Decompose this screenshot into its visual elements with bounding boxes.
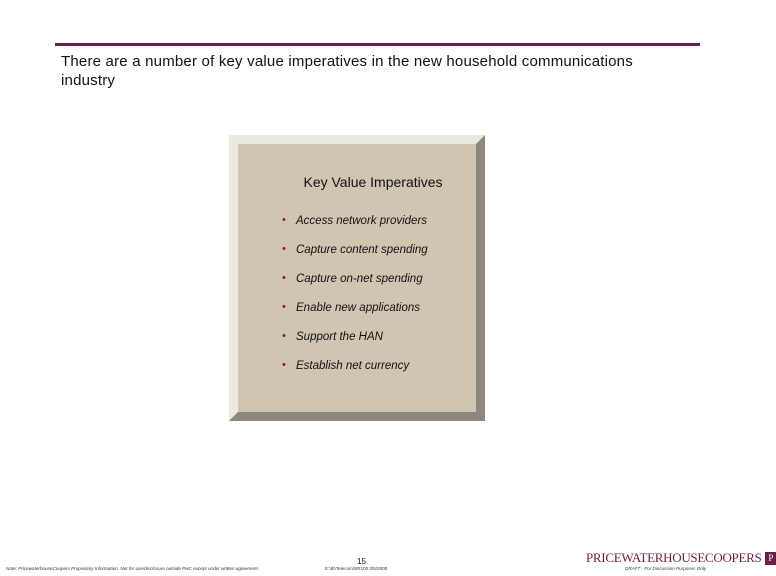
pwc-logo: [586, 549, 776, 567]
document-reference: E:\tb\Telecom\SR100.3\5/2000: [325, 566, 388, 571]
panel-body: [238, 144, 476, 412]
proprietary-note: Note: PricewaterhouseCoopers Proprietary Information. Not for use/disclosure outside PwC except under written agreement.: [6, 566, 260, 571]
bullet-icon: •: [282, 214, 286, 226]
panel-heading: Key Value Imperatives: [303, 174, 443, 190]
slide-title: There are a number of key value imperatives in the new household communications industry: [61, 53, 633, 89]
bullet-icon: •: [282, 243, 286, 255]
list-item-label: Establish net currency: [296, 360, 410, 372]
list-item: [282, 214, 428, 243]
key-value-imperatives-panel: [229, 135, 485, 421]
draft-notice: DRAFT - For Discussion Purposes Only: [625, 566, 707, 571]
brand-mark-icon: P: [765, 552, 776, 565]
list-item: [282, 330, 428, 359]
list-item: [282, 359, 428, 388]
list-item: [282, 243, 428, 272]
list-item: [282, 272, 428, 301]
bullet-icon: •: [282, 301, 286, 313]
brand-wordmark: PRICEWATERHOUSECOOPERS: [586, 550, 762, 565]
list-item-label: Enable new applications: [296, 302, 421, 314]
list-item: [282, 301, 428, 330]
list-item-label: Access network providers: [296, 215, 428, 227]
bullet-icon: •: [282, 272, 286, 284]
bullet-icon: •: [282, 330, 286, 342]
page-number: 15: [357, 557, 366, 566]
list-item-label: Capture on-net spending: [296, 273, 423, 285]
bullet-icon: •: [282, 359, 286, 371]
imperatives-list: [282, 214, 428, 388]
title-rule: [55, 43, 700, 46]
list-item-label: Support the HAN: [296, 331, 383, 343]
list-item-label: Capture content spending: [296, 244, 428, 256]
